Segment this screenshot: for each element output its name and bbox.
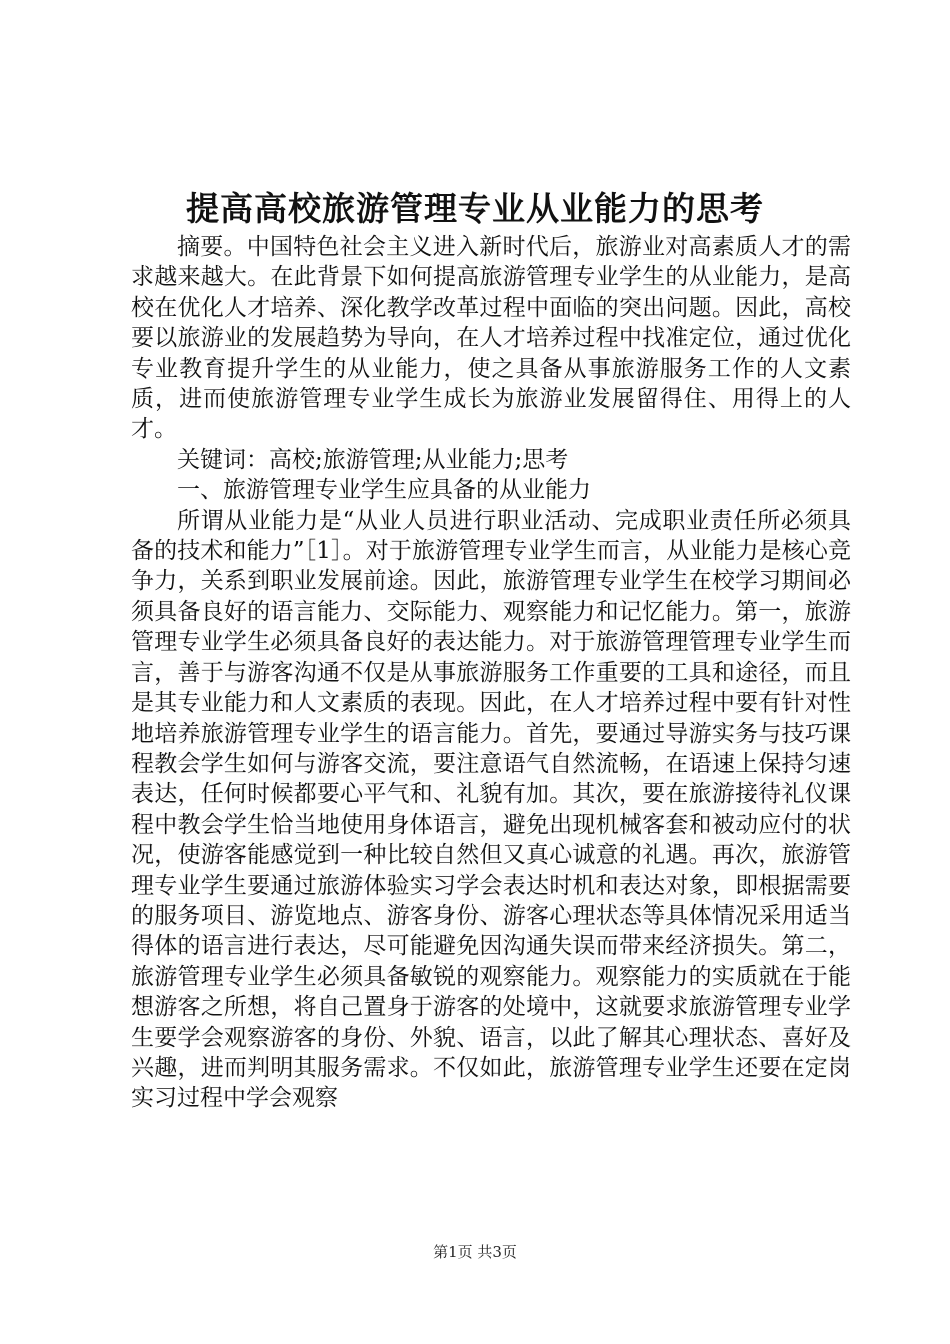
page-footer: 第1页 共3页: [433, 1243, 517, 1261]
abstract-paragraph: 摘要。中国特色社会主义进入新时代后，旅游业对高素质人才的需求越来越大。在此背景下如何提高旅游管理专业学生的从业能力，是高校在优化人才培养、深化教学改革过程中面临的突出问题。因此，高校要以旅游业的发展趋势为导向，在人才培养过程中找准定位，通过优化专业教育提升学生的从业能力，使之具备从事旅游服务工作的人文素质，进而使旅游管理专业学生成长为旅游业发展留得住、用得上的人才。: [131, 234, 851, 443]
document-body: [131, 232, 851, 1114]
body-paragraph: 所谓从业能力是“从业人员进行职业活动、完成职业责任所必须具备的技术和能力”［1］。对于旅游管理专业学生而言，从业能力是核心竞争力，关系到职业发展前途。因此，旅游管理专业学生在校学习期间必须具备良好的语言能力、交际能力、观察能力和记忆能力。第一，旅游管理专业学生必须具备良好的表达能力。对于旅游管理管理专业学生而言，善于与游客沟通不仅是从事旅游服务工作重要的工具和途径，而且是其专业能力和人文素质的表现。因此，在人才培养过程中要有针对性地培养旅游管理专业学生的语言能力。首先，要通过导游实务与技巧课程教会学生如何与游客交流，要注意语气自然流畅，在语速上保持匀速表达，任何时候都要心平气和、礼貌有加。其次，要在旅游接待礼仪课程中教会学生恰当地使用身体语言，避免出现机械客套和被动应付的状况，使游客能感觉到一种比较自然但又真心诚意的礼遇。再次，旅游管理专业学生要通过旅游体验实习学会表达时机和表达对象，即根据需要的服务项目、游览地点、游客身份、游客心理状态等具体情况采用适当得体的语言进行表达，尽可能避免因沟通失误而带来经济损失。第二，旅游管理专业学生必须具备敏锐的观察能力。观察能力的实质就在于能想游客之所想，将自己置身于游客的处境中，这就要求旅游管理专业学生要学会观察游客的身份、外貌、语言，以此了解其心理状态、喜好及兴趣，进而判明其服务需求。不仅如此，旅游管理专业学生还要在定岗实习过程中学会观察: [131, 507, 851, 1112]
section-heading: 一、旅游管理专业学生应具备的从业能力: [177, 477, 591, 504]
document-title: 提高高校旅游管理专业从业能力的思考: [186, 189, 764, 228]
keywords-paragraph: 关键词：高校;旅游管理;从业能力;思考: [177, 446, 569, 473]
